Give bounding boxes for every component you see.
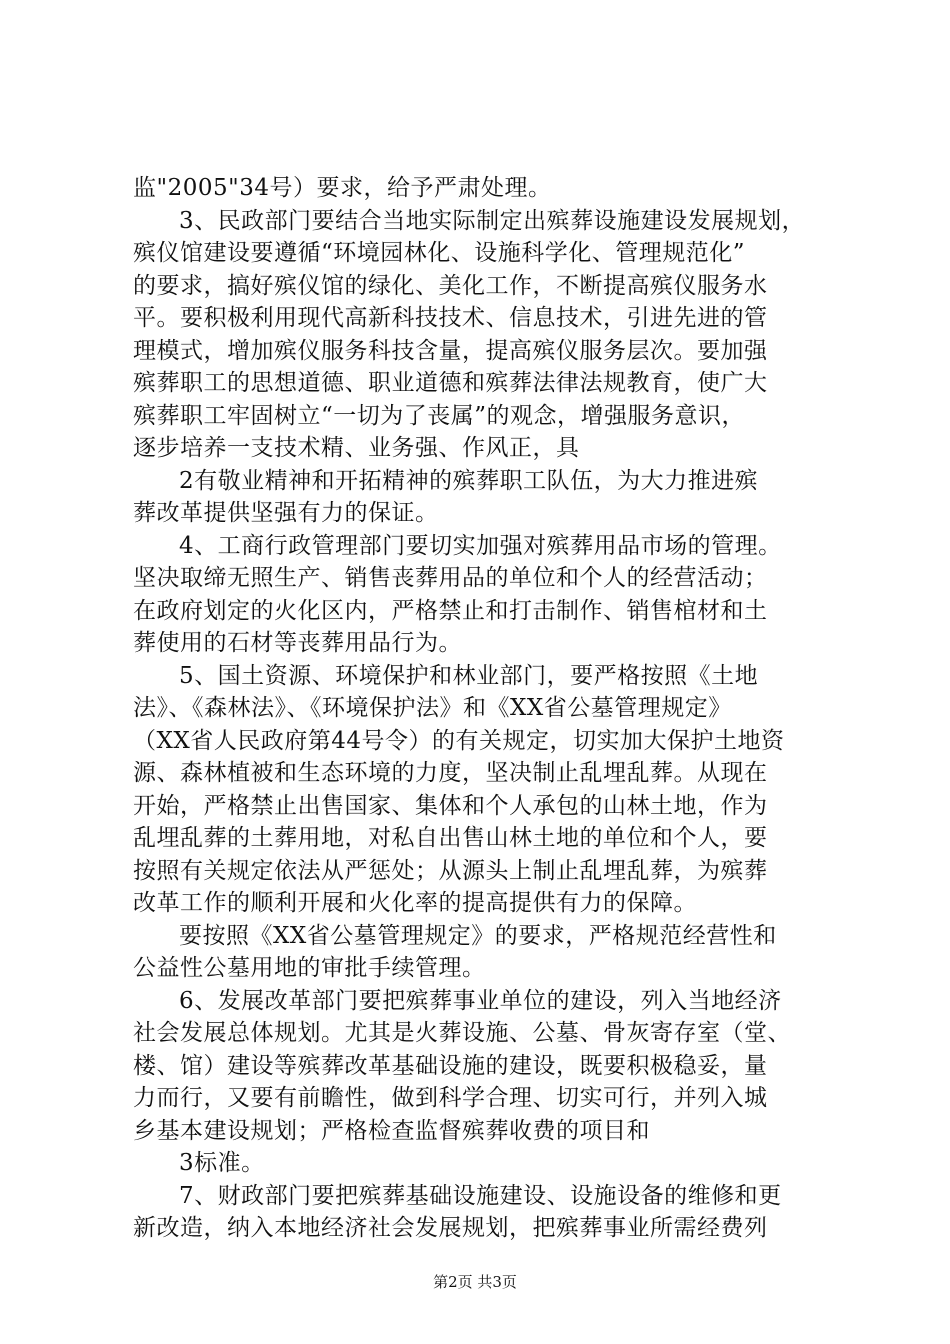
text-line: 乡基本建设规划；严格检查监督殡葬收费的项目和 (133, 1117, 650, 1144)
text-line: 5、国土资源、环境保护和林业部门，要严格按照《土地 (179, 662, 759, 689)
text-line: 平。要积极利用现代高新科技技术、信息技术，引进先进的管 (133, 305, 768, 331)
text-line: 监"2005"34号）要求，给予严肃处理。 (133, 175, 552, 201)
page-footer: 第2页 共3页 (433, 1273, 517, 1291)
text-line: 4、工商行政管理部门要切实加强对殡葬用品市场的管理。 (179, 532, 782, 559)
text-line: 要按照《XX省公墓管理规定》的要求，严格规范经营性和 (179, 922, 777, 949)
text-line: 力而行，又要有前瞻性，做到科学合理、切实可行，并列入城 (133, 1085, 768, 1111)
text-line: 乱埋乱葬的土葬用地，对私自出售山林土地的单位和个人，要 (133, 825, 768, 851)
text-line: 源、森林植被和生态环境的力度，坚决制止乱埋乱葬。从现在 (133, 760, 768, 786)
text-line: （XX省人民政府第44号令）的有关规定，切实加大保护土地资 (133, 727, 785, 754)
text-line: 改革工作的顺利开展和火化率的提高提供有力的保障。 (133, 890, 697, 916)
text-line: 2有敬业精神和开拓精神的殡葬职工队伍，为大力推进殡 (179, 467, 759, 494)
text-line: 法》、《森林法》、《环境保护法》和《XX省公墓管理规定》 (133, 695, 732, 721)
text-line: 葬使用的石材等丧葬用品行为。 (133, 630, 462, 656)
text-line: 新改造，纳入本地经济社会发展规划，把殡葬事业所需经费列 (133, 1215, 768, 1241)
text-line: 坚决取缔无照生产、销售丧葬用品的单位和个人的经营活动； (133, 565, 768, 591)
text-line: 7、财政部门要把殡葬基础设施建设、设施设备的维修和更 (179, 1182, 782, 1209)
text-line: 开始，严格禁止出售国家、集体和个人承包的山林土地，作为 (133, 792, 768, 819)
text-line: 楼、馆）建设等殡葬改革基础设施的建设，既要积极稳妥，量 (133, 1052, 768, 1079)
text-line: 的要求，搞好殡仪馆的绿化、美化工作，不断提高殡仪服务水 (133, 272, 768, 299)
text-line: 殡葬职工的思想道德、职业道德和殡葬法律法规教育，使广大 (133, 370, 768, 396)
text-line: 理模式，增加殡仪服务科技含量，提高殡仪服务层次。要加强 (133, 337, 768, 364)
text-line: 殡葬职工牢固树立“一切为了丧属”的观念，增强服务意识， (133, 402, 746, 429)
document-body (133, 172, 833, 1245)
text-line: 按照有关规定依法从严惩处；从源头上制止乱埋乱葬，为殡葬 (133, 857, 768, 884)
text-line: 3标准。 (179, 1150, 265, 1176)
text-line: 殡仪馆建设要遵循“环境园林化、设施科学化、管理规范化” (133, 240, 746, 266)
text-line: 公益性公墓用地的审批手续管理。 (133, 955, 486, 981)
text-line: 6、发展改革部门要把殡葬事业单位的建设，列入当地经济 (179, 987, 782, 1014)
text-line: 逐步培养一支技术精、业务强、作风正，具 (133, 435, 580, 461)
text-line: 在政府划定的火化区内，严格禁止和打击制作、销售棺材和土 (133, 597, 768, 624)
text-line: 社会发展总体规划。尤其是火葬设施、公墓、骨灰寄存室（堂、 (133, 1020, 791, 1046)
text-line: 3、民政部门要结合当地实际制定出殡葬设施建设发展规划， (179, 207, 806, 234)
text-line: 葬改革提供坚强有力的保证。 (133, 500, 439, 526)
